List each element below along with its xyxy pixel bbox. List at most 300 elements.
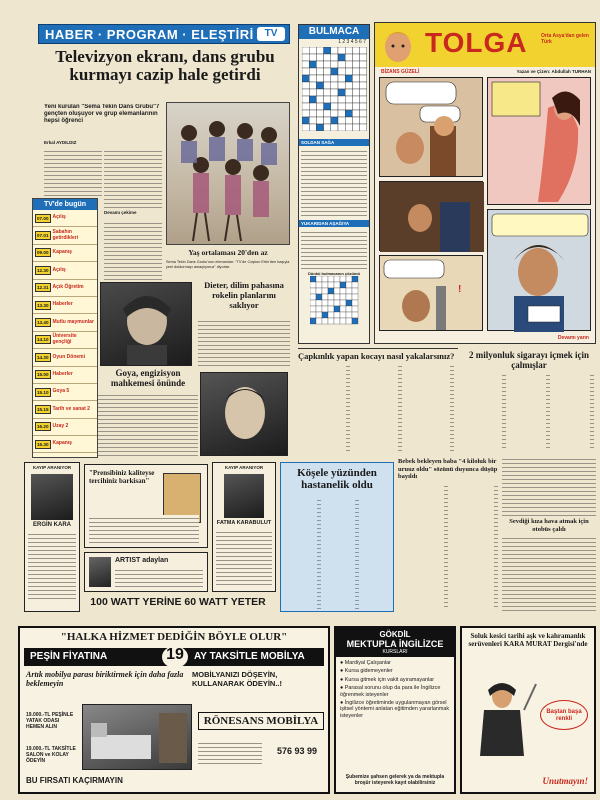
crossword-cell[interactable] xyxy=(331,82,338,89)
crossword-cell[interactable] xyxy=(302,110,309,117)
solution-cell xyxy=(334,276,340,282)
schedule-program: Oyun Dönemi xyxy=(52,353,86,360)
missing2-body xyxy=(216,529,272,585)
crossword-cell[interactable] xyxy=(331,124,338,131)
comic-panel-4 xyxy=(379,255,483,331)
hospital-article xyxy=(280,462,394,612)
crossword-grid[interactable] xyxy=(302,47,368,131)
schedule-row xyxy=(33,245,97,262)
photo-caption-title: Yaş ortalaması 20'den az xyxy=(188,248,268,257)
crossword-cell[interactable] xyxy=(345,110,352,117)
missing2-name: FATMA KARABULUT xyxy=(216,520,272,526)
comic-author: Yazan ve Çizen: Abdullah TURHAN xyxy=(516,69,591,74)
baby-headline: Bebek bekleyen baba "4 kiloluk bir uruuz oldu" sözünü duyunca düşüp bayıldı xyxy=(398,458,498,480)
crossword-cell[interactable] xyxy=(345,75,352,82)
crossword-cell[interactable] xyxy=(302,117,309,124)
crossword-cell[interactable] xyxy=(338,124,345,131)
crossword-cell[interactable] xyxy=(324,47,331,54)
watt-ad-headline: 100 WATT YERİNE 60 WATT YETER xyxy=(90,596,266,608)
solution-cell xyxy=(322,306,328,312)
kara-murat-title: Soluk kesici tarihi aşk ve kahramanlık serüvenleri KARA MURAT Dergisi'nde xyxy=(468,632,588,648)
smoker-article-body xyxy=(462,372,596,448)
crossword-cell[interactable] xyxy=(360,89,367,96)
comic-title: TOLGA xyxy=(425,27,528,58)
comic-continued: Devamı yarın xyxy=(557,335,589,341)
goya-headline: Goya, engizisyon mahkemesi önünde xyxy=(110,368,186,388)
crossword-cell[interactable] xyxy=(316,75,323,82)
solution-grid xyxy=(310,276,360,326)
puzzle-across-clues xyxy=(301,148,367,218)
schedule-time: 16.20 xyxy=(37,424,49,430)
english-footer: Şubemize şahsen gelerek ya da mektupla broşür isteyerek kayıt olabilirsiniz xyxy=(345,774,445,786)
comic-panel-1 xyxy=(379,77,483,177)
tolga-face-icon xyxy=(379,25,417,65)
crossword-cell[interactable] xyxy=(345,47,352,54)
furniture-footer: BU FIRSATI KAÇIRMAYIN xyxy=(26,776,123,785)
schedule-program: Mutlu maymunlar xyxy=(52,318,94,325)
crossword-cell[interactable] xyxy=(324,68,331,75)
english-list-item: ● Kursa gidemeyenler xyxy=(340,668,393,675)
crossword-cell[interactable] xyxy=(360,103,367,110)
barkisan-slogan: "Prensibiniz kaliteyse tercihiniz barkisan" xyxy=(89,469,155,485)
english-list-item: ● Mardiyal Çalışanlar xyxy=(340,660,391,666)
love-article-body xyxy=(502,535,596,611)
solution-cell xyxy=(352,300,358,306)
puzzle-solution-title: Dünkü bulmacanın çözümü xyxy=(307,271,360,276)
schedule-time: 14.10 xyxy=(37,337,49,343)
crossword-cell[interactable] xyxy=(331,68,338,75)
crossword-cell[interactable] xyxy=(316,47,323,54)
crossword-cell[interactable] xyxy=(338,110,345,117)
crossword-cell[interactable] xyxy=(338,61,345,68)
crossword-cell[interactable] xyxy=(338,103,345,110)
solution-cell xyxy=(346,288,352,294)
crossword-cell[interactable] xyxy=(331,110,338,117)
solution-cell xyxy=(322,294,328,300)
spy-article xyxy=(298,348,458,452)
english-title: MEKTUPLA İNGİLİZCE xyxy=(346,639,444,649)
goya-portrait xyxy=(101,283,192,366)
crossword-cell[interactable] xyxy=(309,61,316,68)
crossword-cell[interactable] xyxy=(345,89,352,96)
crossword-cell[interactable] xyxy=(324,89,331,96)
smoker-headline: 2 milyonluk sigarayı içmek için çalmışlar xyxy=(468,350,589,370)
baby-article xyxy=(398,456,498,612)
crossword-cell[interactable] xyxy=(309,54,316,61)
schedule-time: 14.30 xyxy=(37,354,49,360)
solution-cell xyxy=(322,288,328,294)
crossword-cell[interactable] xyxy=(345,82,352,89)
crossword-cell[interactable] xyxy=(302,96,309,103)
solution-cell xyxy=(322,282,328,288)
dieter-portrait xyxy=(201,373,288,456)
artist-ad xyxy=(84,552,208,592)
crossword-cell[interactable] xyxy=(324,96,331,103)
solution-cell xyxy=(346,318,352,324)
solution-cell xyxy=(340,276,346,282)
crossword-cell[interactable] xyxy=(352,75,359,82)
crossword-cell[interactable] xyxy=(331,75,338,82)
section-header xyxy=(38,24,290,44)
english-course-ad xyxy=(334,626,456,794)
crossword-cell[interactable] xyxy=(316,54,323,61)
solution-cell xyxy=(334,300,340,306)
solution-cell xyxy=(340,318,346,324)
hospital-headline: Köşele yüzünden hastanelik oldu xyxy=(297,467,377,491)
furniture-line2: MOBİLYANIZI DÖŞEYİN, KULLANARAK ÖDEYİN..! xyxy=(192,670,282,688)
schedule-program: Uzay 2 xyxy=(52,423,69,430)
crossword-cell[interactable] xyxy=(352,54,359,61)
dance-group-photo xyxy=(166,102,290,245)
crossword-cell[interactable] xyxy=(324,54,331,61)
crossword-cell[interactable] xyxy=(302,54,309,61)
crossword-cell[interactable] xyxy=(302,61,309,68)
crossword-cell[interactable] xyxy=(309,68,316,75)
schedule-row xyxy=(33,280,97,297)
furniture-offer-bar xyxy=(24,648,324,666)
schedule-program: Haberler xyxy=(52,301,73,308)
schedule-row xyxy=(33,401,97,418)
crossword-cell[interactable] xyxy=(352,103,359,110)
crossword-cell[interactable] xyxy=(302,68,309,75)
schedule-time: 16.30 xyxy=(37,441,49,447)
crossword-cell[interactable] xyxy=(360,61,367,68)
solution-cell xyxy=(322,312,328,318)
crossword-cell[interactable] xyxy=(345,103,352,110)
comic-subtitle: Orta Asya'dan gelen Türk xyxy=(541,33,589,45)
tv-badge: TV xyxy=(257,27,285,41)
solution-cell xyxy=(352,306,358,312)
puzzle-across-title: SOLDAN SAĞA xyxy=(299,139,369,146)
crossword-cell[interactable] xyxy=(316,96,323,103)
puzzle-title: BULMACA xyxy=(299,25,369,39)
crossword-cell[interactable] xyxy=(331,96,338,103)
solution-cell xyxy=(310,312,316,318)
crossword-cell[interactable] xyxy=(331,89,338,96)
crossword-cell[interactable] xyxy=(352,110,359,117)
solution-cell xyxy=(346,306,352,312)
barkisan-ad xyxy=(84,464,208,548)
crossword-cell[interactable] xyxy=(345,61,352,68)
solution-cell xyxy=(346,276,352,282)
crossword-cell[interactable] xyxy=(331,47,338,54)
solution-cell xyxy=(340,282,346,288)
crossword-cell[interactable] xyxy=(302,124,309,131)
dancers-illustration xyxy=(167,103,290,245)
crossword-cell[interactable] xyxy=(331,117,338,124)
crossword-cell[interactable] xyxy=(309,96,316,103)
comic-panel-3 xyxy=(379,181,483,251)
solution-cell xyxy=(328,306,334,312)
solution-cell xyxy=(316,318,322,324)
crossword-cell[interactable] xyxy=(316,110,323,117)
main-article-body xyxy=(44,148,102,196)
solution-cell xyxy=(310,294,316,300)
tv-schedule-title: TV'de bugün xyxy=(33,199,97,210)
kara-murat-ad xyxy=(460,626,596,794)
schedule-time: 09.00 xyxy=(37,250,49,256)
main-byline: Erkal AYDILDIZ xyxy=(44,140,77,145)
main-deck: Yeni kurulan "Sema Tekin Dans Grubu"7 gençten oluşuyor ve grup elemanlarının hepsi öğrenci xyxy=(44,104,160,124)
missing1-body xyxy=(28,531,76,601)
crossword-cell[interactable] xyxy=(345,68,352,75)
solution-cell xyxy=(316,282,322,288)
crossword-cell[interactable] xyxy=(324,82,331,89)
tv-schedule-list xyxy=(33,210,97,453)
missing2-label: KAYIP ARANIYOR xyxy=(224,465,264,470)
english-list-item: ● İngilizce öğretiminde uygulanmayan görsel işitsel yöntemi anlatan eğitimden yararlanmak isteyenler xyxy=(340,700,450,719)
comic-panel-2 xyxy=(487,77,591,205)
missing2-photo xyxy=(224,474,264,518)
english-brand: GÖKDİL xyxy=(379,630,411,639)
comic-panel-1-art xyxy=(380,78,484,178)
solution-cell xyxy=(322,318,328,324)
english-list xyxy=(336,657,454,724)
spy-headline: Çapkınlık yapan kocayı nasıl yakalarsınız? xyxy=(298,351,455,361)
smoker-article xyxy=(462,348,596,452)
kara-murat-footer: Unutmayın! xyxy=(542,776,588,786)
crossword-cell[interactable] xyxy=(345,54,352,61)
solution-cell xyxy=(328,300,334,306)
missing1-label: KAYIP ARANIYOR xyxy=(32,465,72,470)
crossword-cell[interactable] xyxy=(309,110,316,117)
schedule-time: 15.10 xyxy=(37,389,49,395)
comic-panel-4-art xyxy=(380,256,484,332)
missing-person-2 xyxy=(212,462,276,592)
comic-panel-2-art xyxy=(488,78,592,206)
schedule-time: 12.30 xyxy=(37,267,49,273)
crossword-cell[interactable] xyxy=(345,117,352,124)
crossword-cell[interactable] xyxy=(324,75,331,82)
dieter-headline: Dieter, dilim pahasına rokelin planlarını saklıyor xyxy=(204,280,284,310)
solution-cell xyxy=(310,318,316,324)
solution-cell xyxy=(328,312,334,318)
svg-text:!: ! xyxy=(458,284,462,295)
comic-panel-5 xyxy=(487,209,591,331)
main-headline: Televizyon ekranı, dans grubu kurmayı cazip hale getirdi xyxy=(55,48,275,84)
crossword-cell[interactable] xyxy=(360,117,367,124)
goya-photo xyxy=(100,282,192,366)
crossword-cell[interactable] xyxy=(352,68,359,75)
crossword-cell[interactable] xyxy=(309,124,316,131)
furniture-ad xyxy=(18,626,330,794)
crossword-cell[interactable] xyxy=(309,47,316,54)
crossword-cell[interactable] xyxy=(309,82,316,89)
schedule-time: 13.30 xyxy=(37,302,49,308)
schedule-time: 15.00 xyxy=(37,372,49,378)
bedroom-illustration xyxy=(83,705,193,771)
puzzle-down-clues xyxy=(301,229,367,269)
english-subtitle: KURSLARI xyxy=(382,649,408,655)
solution-cell xyxy=(352,312,358,318)
furniture-line1: Artık mobilya parası biriktirmek için daha fazla beklemeyin xyxy=(26,670,184,688)
crossword-cell[interactable] xyxy=(338,54,345,61)
crossword-cell[interactable] xyxy=(309,75,316,82)
barkisan-details xyxy=(89,515,199,543)
kara-murat-badge: Baştan başa renkli xyxy=(540,700,588,730)
crossword-cell[interactable] xyxy=(360,54,367,61)
crossword-cell[interactable] xyxy=(360,124,367,131)
crossword-cell[interactable] xyxy=(324,61,331,68)
crossword-cell[interactable] xyxy=(316,68,323,75)
solution-cell xyxy=(346,312,352,318)
crossword-cell[interactable] xyxy=(324,124,331,131)
baby-article-body xyxy=(398,483,498,609)
solution-cell xyxy=(334,312,340,318)
crossword-cell[interactable] xyxy=(352,82,359,89)
artist-photo xyxy=(89,557,111,587)
crossword-cell[interactable] xyxy=(360,96,367,103)
crossword-cell[interactable] xyxy=(360,75,367,82)
crossword-cell[interactable] xyxy=(324,117,331,124)
crossword-cell[interactable] xyxy=(338,47,345,54)
english-list-item: ● Parasal sorunu olup da para ile İngilizce öğrenmek isteyenler xyxy=(340,685,441,698)
crossword-cell[interactable] xyxy=(316,117,323,124)
schedule-program: Sabahın getirdikleri xyxy=(52,228,79,241)
crossword-cell[interactable] xyxy=(360,68,367,75)
crossword-cell[interactable] xyxy=(338,89,345,96)
schedule-row xyxy=(33,384,97,401)
schedule-row xyxy=(33,367,97,384)
furniture-brand: RÖNESANS MOBİLYA xyxy=(198,712,324,730)
solution-cell xyxy=(346,300,352,306)
comic-series-name: BİZANS GÜZELİ xyxy=(381,69,420,75)
crossword-cell[interactable] xyxy=(324,110,331,117)
schedule-row xyxy=(33,314,97,331)
hospital-article-body xyxy=(283,497,391,609)
crossword-cell[interactable] xyxy=(316,89,323,96)
solution-cell xyxy=(340,288,346,294)
schedule-time: 13.40 xyxy=(37,320,49,326)
missing-person-1 xyxy=(24,462,80,612)
solution-cell xyxy=(334,318,340,324)
schedule-row xyxy=(33,262,97,279)
crossword-cell[interactable] xyxy=(309,103,316,110)
solution-cell xyxy=(340,300,346,306)
crossword-cell[interactable] xyxy=(338,117,345,124)
schedule-program: Açılış xyxy=(52,214,66,221)
crossword-cell[interactable] xyxy=(302,103,309,110)
spy-article-body xyxy=(298,363,458,451)
crossword-cell[interactable] xyxy=(352,96,359,103)
crossword-cell[interactable] xyxy=(345,96,352,103)
crossword-cell[interactable] xyxy=(360,110,367,117)
furniture-room-photo xyxy=(82,704,192,770)
main-article-body-2 xyxy=(104,148,162,208)
section-title: HABER · PROGRAM · ELEŞTİRİ xyxy=(45,27,254,42)
crossword-cell[interactable] xyxy=(352,117,359,124)
schedule-row xyxy=(33,349,97,366)
english-header xyxy=(336,628,454,657)
solution-cell xyxy=(340,306,346,312)
schedule-row xyxy=(33,297,97,314)
love-article-body-top xyxy=(502,456,596,516)
crossword-cell[interactable] xyxy=(338,75,345,82)
photo-caption: Sema Tekin Dans Grubu'nun elemanları: "TV'de Coşkun Ertin'den başıyla yeni doldurmayı amaçlıyoruz" diyorlar. xyxy=(166,260,290,269)
schedule-time: 07.00 xyxy=(37,215,49,221)
crossword-cell[interactable] xyxy=(352,124,359,131)
crossword-cell[interactable] xyxy=(302,75,309,82)
solution-cell xyxy=(310,288,316,294)
crossword-cell[interactable] xyxy=(360,47,367,54)
crossword-cell[interactable] xyxy=(352,89,359,96)
comic-header xyxy=(375,23,595,67)
solution-cell xyxy=(310,276,316,282)
dieter-article-body xyxy=(198,318,290,368)
crossword-cell[interactable] xyxy=(331,54,338,61)
solution-cell xyxy=(310,300,316,306)
puzzle-box xyxy=(298,24,370,344)
crossword-cell[interactable] xyxy=(360,82,367,89)
solution-cell xyxy=(310,306,316,312)
solution-cell xyxy=(352,288,358,294)
crossword-cell[interactable] xyxy=(352,47,359,54)
solution-cell xyxy=(322,276,328,282)
schedule-time: 07.01 xyxy=(37,233,49,239)
schedule-row xyxy=(33,227,97,244)
crossword-cell[interactable] xyxy=(338,96,345,103)
crossword-cell[interactable] xyxy=(302,89,309,96)
schedule-program: Goya 5 xyxy=(52,388,70,395)
schedule-program: Kapanış xyxy=(52,440,72,447)
schedule-time: 15.15 xyxy=(37,406,49,412)
schedule-program: Üniversite gençliği xyxy=(52,333,77,345)
crossword-cell[interactable] xyxy=(338,68,345,75)
puzzle-down-title: YUKARIDAN AŞAĞIYA xyxy=(299,220,369,227)
crossword-cell[interactable] xyxy=(345,124,352,131)
crossword-cell[interactable] xyxy=(316,82,323,89)
warrior-illustration xyxy=(468,680,538,760)
schedule-program: Açık Öğretim xyxy=(52,283,84,290)
crossword-cell[interactable] xyxy=(338,82,345,89)
furniture-suffix: AY TAKSİTLE MOBİLYA xyxy=(194,651,305,662)
solution-cell xyxy=(352,282,358,288)
solution-cell xyxy=(328,276,334,282)
crossword-cell[interactable] xyxy=(331,61,338,68)
crossword-cell[interactable] xyxy=(352,61,359,68)
crossword-cell[interactable] xyxy=(309,117,316,124)
love-article xyxy=(502,456,596,612)
schedule-row xyxy=(33,419,97,436)
dieter-photo xyxy=(200,372,288,456)
solution-cell xyxy=(328,282,334,288)
schedule-row xyxy=(33,436,97,453)
solution-cell xyxy=(316,276,322,282)
furniture-prices-2: 19.000.-TL TAKSİTLE SALON ve KOLAY ÖDEYİN xyxy=(26,746,76,764)
solution-cell xyxy=(334,282,340,288)
furniture-top-slogan: "HALKA HİZMET DEDİĞİN BÖYLE OLUR" xyxy=(60,631,288,643)
solution-cell xyxy=(334,306,340,312)
comic-strip xyxy=(374,22,596,344)
crossword-cell[interactable] xyxy=(324,103,331,110)
crossword-cell[interactable] xyxy=(331,103,338,110)
crossword-cell[interactable] xyxy=(316,61,323,68)
crossword-cell[interactable] xyxy=(316,103,323,110)
crossword-cell[interactable] xyxy=(302,47,309,54)
furniture-offer: PEŞİN FİYATINA xyxy=(30,651,108,662)
furniture-address xyxy=(198,740,262,766)
solution-cell xyxy=(352,318,358,324)
solution-cell xyxy=(316,306,322,312)
love-headline: Sevdiği kıza hava atmak için otobüs çaldı xyxy=(509,518,589,533)
tv-schedule xyxy=(32,198,98,458)
crossword-cell[interactable] xyxy=(302,82,309,89)
crossword-cell[interactable] xyxy=(316,124,323,131)
artist-label: ARTIST adaylan xyxy=(115,557,169,564)
schedule-program: Açılış xyxy=(52,266,66,273)
solution-cell xyxy=(334,294,340,300)
crossword-cell[interactable] xyxy=(309,89,316,96)
